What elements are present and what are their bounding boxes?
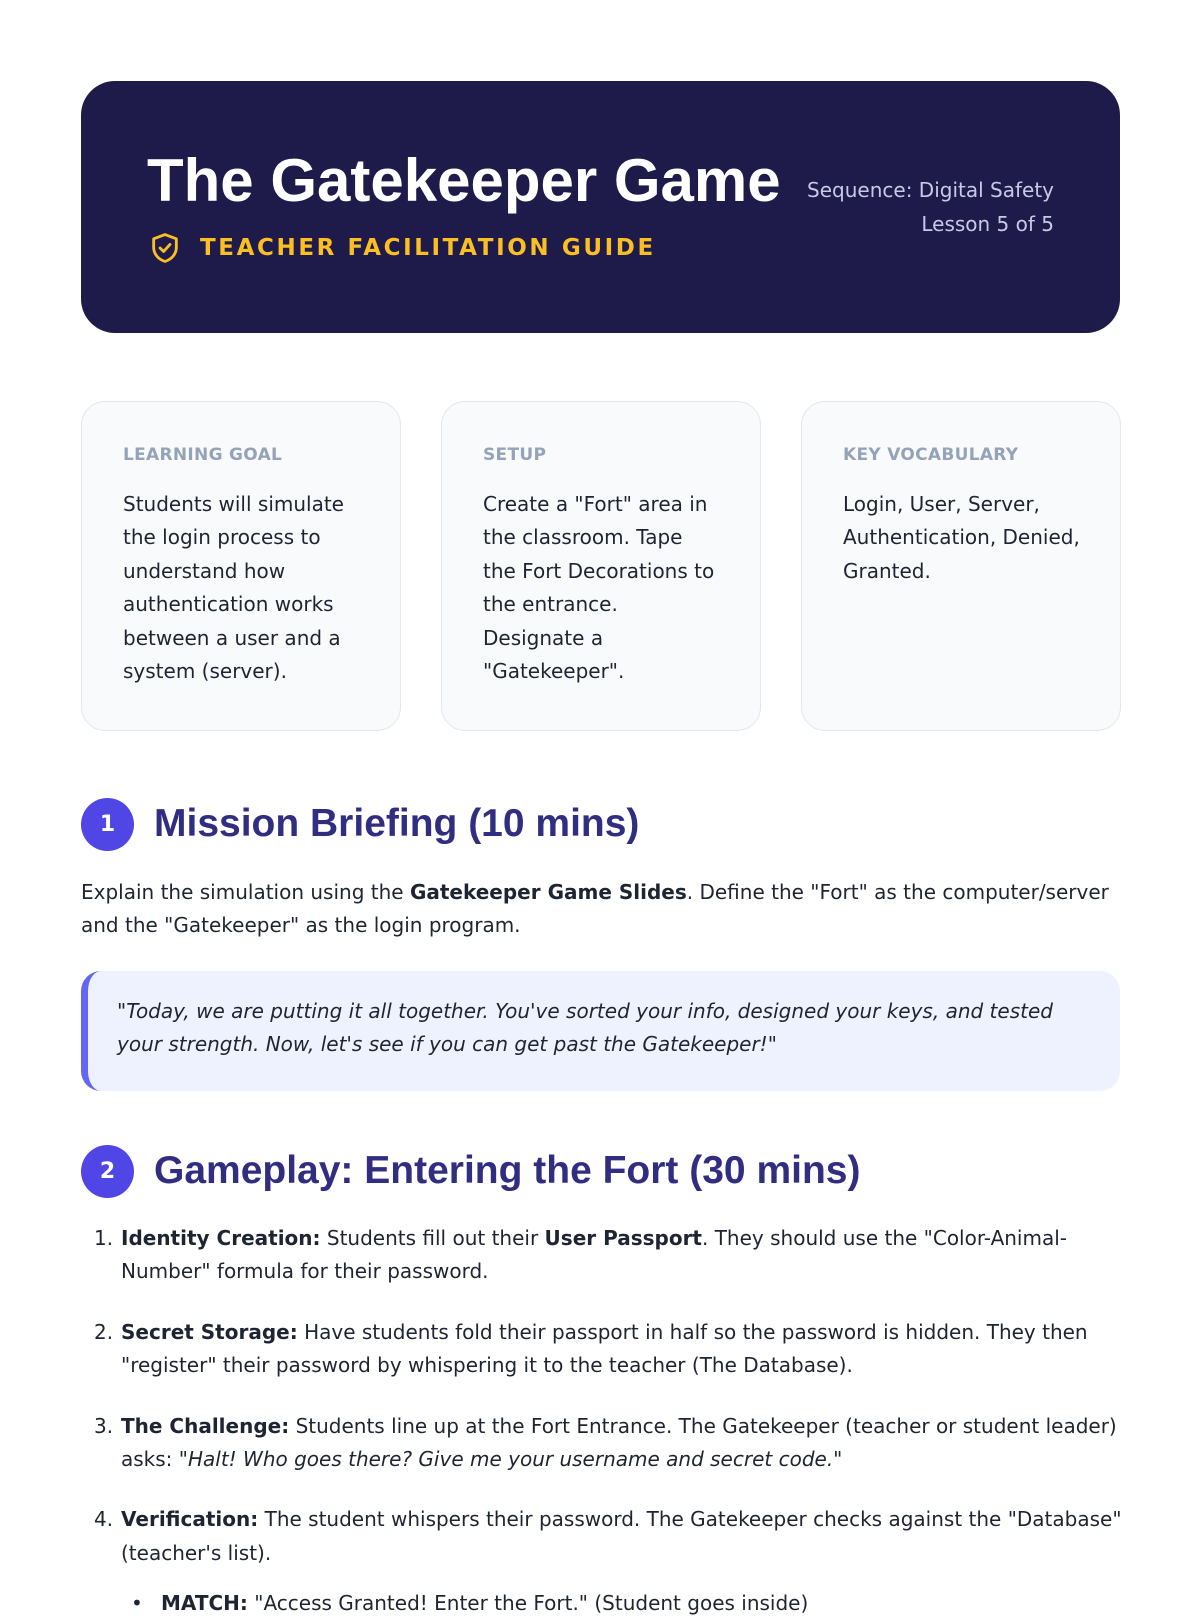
passport-reference: User Passport bbox=[544, 1226, 702, 1250]
teacher-script-quote: "Today, we are putting it all together. You've sorted your info, designed your keys, and tested your strength. Now, let's see if you can get past the Gatekeeper!" bbox=[81, 971, 1120, 1091]
outcome-text: "Access Granted! Enter the Fort." (Student goes inside) bbox=[247, 1591, 809, 1616]
section-heading-mission-briefing bbox=[81, 794, 639, 854]
lesson-meta bbox=[807, 173, 1054, 241]
mission-briefing-intro bbox=[81, 876, 1126, 943]
lesson-number: Lesson 5 of 5 bbox=[921, 212, 1054, 236]
guide-label-row bbox=[148, 228, 656, 268]
card-label: SETUP bbox=[483, 445, 547, 465]
step-text: The student whispers their password. The Gatekeeper checks against the "Database" (teacher's list). bbox=[121, 1507, 1122, 1565]
step-text: . They should use the "Color-Animal-Number" formula for their password. bbox=[121, 1226, 1067, 1284]
card-text: Create a "Fort" area in the classroom. Tape the Fort Decorations to the entrance. Designate a "Gatekeeper". bbox=[483, 492, 715, 684]
step-number: 2. bbox=[94, 1319, 114, 1344]
setup-card bbox=[441, 401, 761, 731]
card-text: Students will simulate the login process to understand how authentication works between a user and a system (server). bbox=[123, 492, 344, 684]
learning-goal-card bbox=[81, 401, 401, 731]
key-vocabulary-card bbox=[801, 401, 1121, 731]
step-number: 3. bbox=[94, 1413, 114, 1438]
section-number-badge: 2 bbox=[81, 1145, 134, 1198]
gameplay-steps-list bbox=[81, 1222, 1126, 1621]
section-title: Gameplay: Entering the Fort (30 mins) bbox=[154, 1149, 861, 1192]
step-text: Have students fold their passport in half so the password is hidden. They then "register" their password by whispering it to the teacher (The Database). bbox=[121, 1319, 1088, 1378]
verification-outcome-item bbox=[81, 1587, 1126, 1620]
section-title: Mission Briefing (10 mins) bbox=[154, 802, 640, 845]
list-item bbox=[81, 1316, 1126, 1383]
step-text: Students line up at the Fort Entrance. The Gatekeeper (teacher or student leader) asks: bbox=[121, 1413, 1117, 1472]
step-number: 4. bbox=[94, 1507, 114, 1532]
bullet-glyph: • bbox=[131, 1591, 143, 1616]
intro-text: Explain the simulation using the bbox=[81, 880, 410, 904]
step-title: Secret Storage: bbox=[121, 1319, 298, 1344]
slides-reference: Gatekeeper Game Slides bbox=[409, 880, 687, 904]
card-text: Login, User, Server, Authentication, Denied, Granted. bbox=[843, 492, 1080, 583]
section-heading-gameplay bbox=[81, 1141, 860, 1201]
card-label: LEARNING GOAL bbox=[123, 445, 283, 465]
list-item bbox=[81, 1410, 1126, 1477]
step-title: The Challenge: bbox=[121, 1413, 290, 1438]
step-number: 1. bbox=[94, 1226, 114, 1250]
step-text: Students fill out their bbox=[320, 1226, 545, 1250]
outcome-title: MATCH: bbox=[161, 1591, 248, 1616]
section-number-badge: 1 bbox=[81, 798, 134, 851]
list-item bbox=[81, 1222, 1126, 1289]
gatekeeper-script: "Halt! Who goes there? Give me your username and secret code." bbox=[178, 1447, 843, 1472]
step-title: Identity Creation: bbox=[121, 1226, 321, 1250]
shield-check-icon bbox=[148, 229, 182, 267]
list-item bbox=[81, 1503, 1126, 1570]
page-title: The Gatekeeper Game bbox=[147, 147, 781, 214]
lesson-header bbox=[81, 81, 1120, 333]
sequence-label: Sequence: Digital Safety bbox=[807, 178, 1054, 202]
card-label: KEY VOCABULARY bbox=[843, 445, 1019, 465]
guide-subtitle: TEACHER FACILITATION GUIDE bbox=[200, 235, 656, 261]
step-title: Verification: bbox=[121, 1507, 259, 1532]
intro-text: . Define the "Fort" as the computer/server and the "Gatekeeper" as the login program. bbox=[81, 880, 1109, 938]
